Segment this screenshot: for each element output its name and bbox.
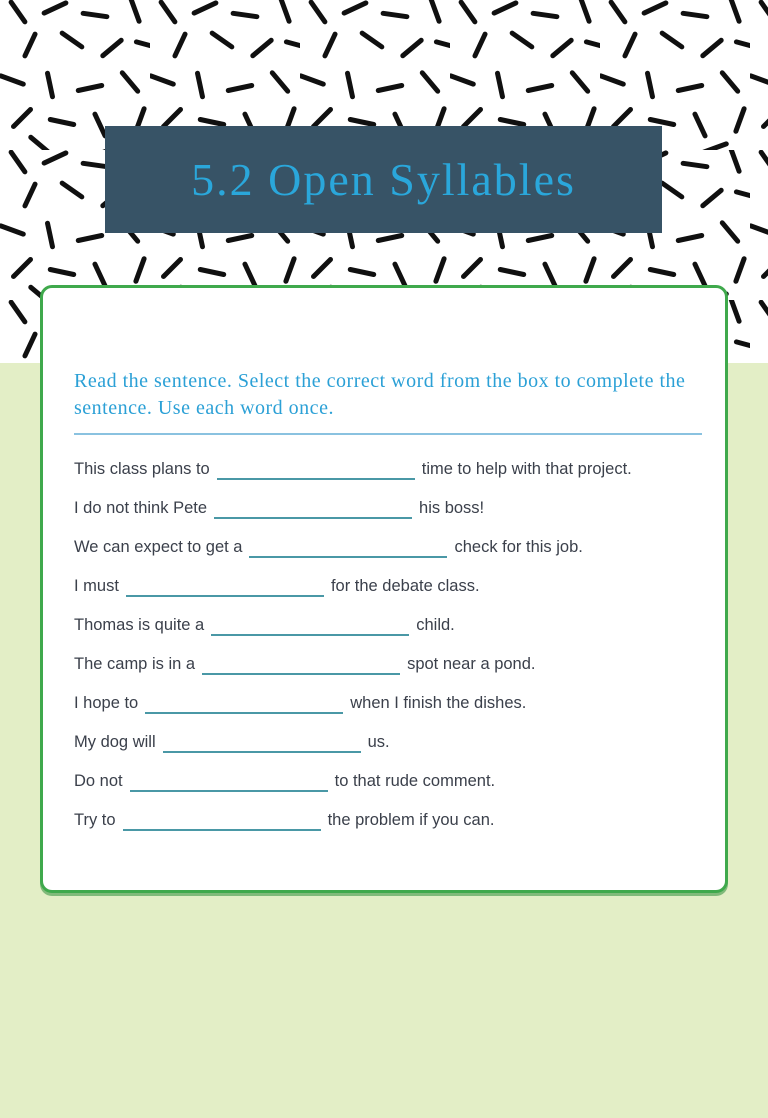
worksheet-card [40,285,728,893]
sentence-row [74,691,697,715]
sentence-row [74,535,697,559]
sentence-post: the problem if you can. [327,811,495,829]
sentence-pre: Try to [74,811,116,829]
answer-blank[interactable] [126,577,324,597]
sentence-row [74,574,697,598]
answer-blank[interactable] [202,655,400,675]
answer-blank[interactable] [217,460,415,480]
sentence-pre: This class plans to [74,460,210,478]
sentence-pre: Thomas is quite a [74,616,205,634]
sentence-post: us. [367,733,390,751]
answer-blank[interactable] [211,616,409,636]
sentence-post: check for this job. [454,538,583,556]
page-title: 5.2 Open Syllables [191,154,576,205]
instructions-divider [74,433,702,435]
sentence-row [74,613,697,637]
sentence-row [74,769,697,793]
sentence-pre: Do not [74,772,123,790]
sentence-pre: My dog will [74,733,156,751]
sentence-post: to that rude comment. [334,772,496,790]
sentence-row [74,652,697,676]
answer-blank[interactable] [123,811,321,831]
sentence-row [74,808,697,832]
answer-blank[interactable] [145,694,343,714]
sentence-pre: We can expect to get a [74,538,243,556]
sentence-post: time to help with that project. [421,460,632,478]
sentence-row [74,730,697,754]
answer-blank[interactable] [163,733,361,753]
sentence-post: his boss! [419,499,485,517]
sentence-pre: I hope to [74,694,139,712]
sentence-pre: I do not think Pete [74,499,208,517]
sentence-pre: The camp is in a [74,655,196,673]
answer-blank[interactable] [130,772,328,792]
sentence-pre: I must [74,577,119,595]
sentence-post: child. [416,616,455,634]
sentence-post: spot near a pond. [407,655,536,673]
sentence-post: when I finish the dishes. [350,694,527,712]
sentence-post: for the debate class. [330,577,480,595]
instructions-text: Read the sentence. Select the correct word from the box to complete the sentence. Use each word once. [74,370,686,419]
sentence-list [74,457,697,832]
title-banner [105,126,662,233]
sentence-row [74,496,697,520]
answer-blank[interactable] [214,499,412,519]
answer-blank[interactable] [249,538,447,558]
sentence-row [74,457,697,481]
